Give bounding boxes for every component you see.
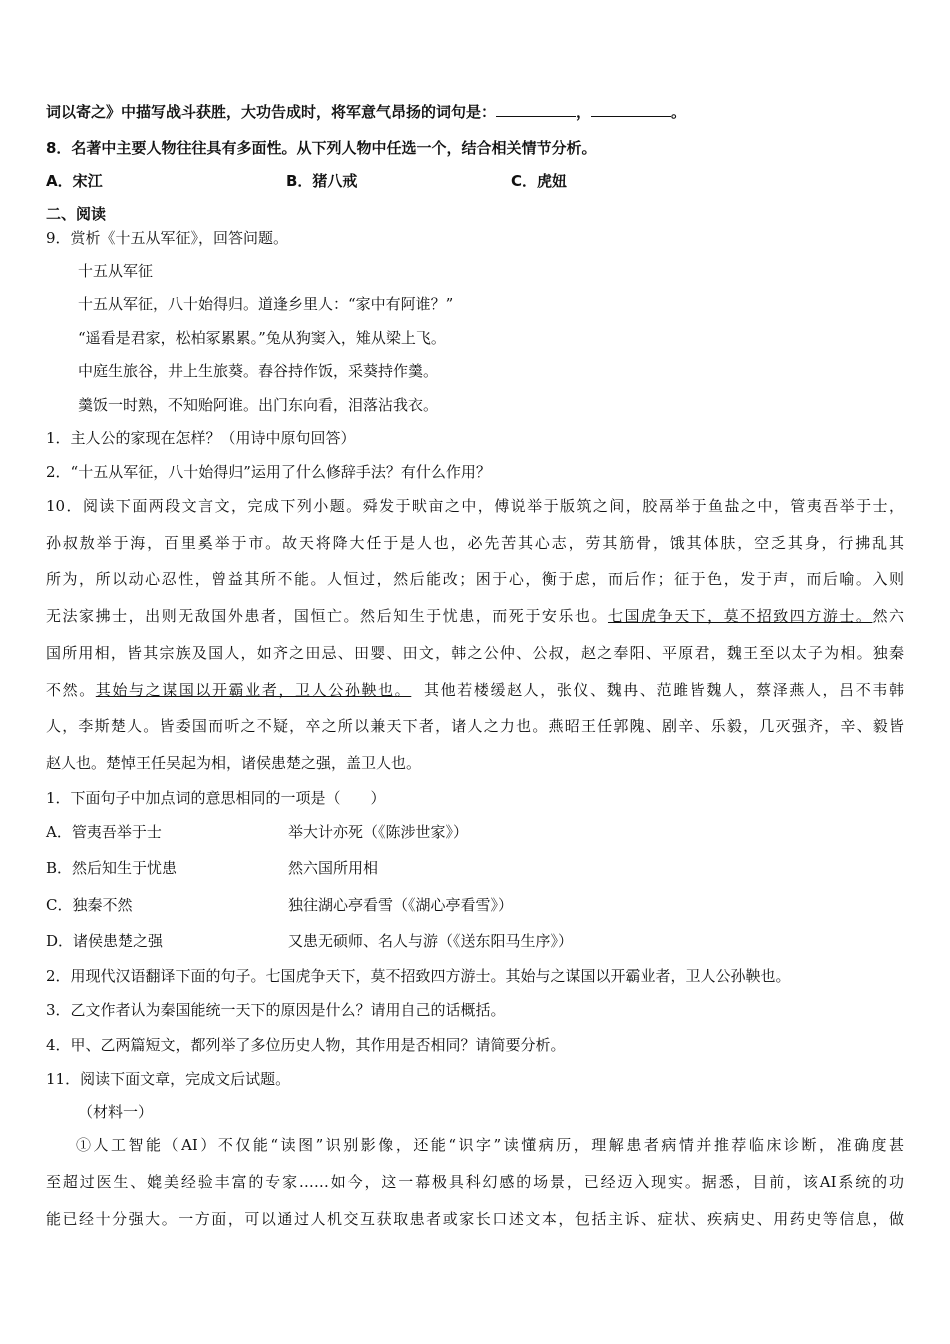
q10-text: 然六 [872, 607, 904, 625]
q10-sub4: 4．甲、乙两篇短文，都列举了多位历史人物，其作用是否相同？请简要分析。 [46, 1036, 566, 1054]
poem-line: “遥看是君家，松柏冢累累。”兔从狗窦入，雉从梁上飞。 [78, 329, 446, 347]
answer-blank-1[interactable] [496, 102, 576, 117]
q10-passage-line: 人，李斯楚人。皆委国而听之不疑，卒之所以兼天下者，诸人之力也。燕昭王任郭隗、剧辛、乐毅，几灭强齐，辛、毅皆 [46, 717, 904, 735]
q10-passage-line: 所为，所以动心忍性，曾益其所不能。人恒过，然后能改；困于心，衡于虑，而后作；征于色，发于声，而后喻。入则 [46, 570, 904, 588]
q9-stem: 9．赏析《十五从军征》，回答问题。 [46, 229, 289, 247]
q10-option-b: B．然后知生于忧患 [46, 859, 178, 877]
poem-line: 中庭生旅谷，井上生旅葵。舂谷持作饭，采葵持作羹。 [78, 362, 439, 380]
q10-sub2: 2．用现代汉语翻译下面的句子。七国虎争天下，莫不招致四方游士。其始与之谋国以开霸业者，卫人公孙鞅也。 [46, 967, 791, 985]
q10-sub1: 1．下面句子中加点词的意思相同的一项是（ ） [46, 789, 386, 807]
q10-sub3: 3．乙文作者认为秦国能统一天下的原因是什么？请用自己的话概括。 [46, 1001, 506, 1019]
q11-paragraph-line [46, 1135, 904, 1155]
q10-underlined-sentence: 其始与之谋国以开霸业者，卫人公孙鞅也。 [95, 681, 412, 699]
q10-option-row [46, 895, 646, 915]
q9-sub2: 2．“十五从军征，八十始得归”运用了什么修辞手法？有什么作用？ [46, 463, 491, 481]
q10-option-a-pair: 举大计亦死（《陈涉世家》） [288, 823, 469, 841]
q7-separator: ， [576, 103, 592, 121]
q10-option-row [46, 822, 646, 842]
q11-paragraph-line: 能已经十分强大。一方面，可以通过人机交互获取患者或家长口述文本，包括主诉、症状、疾病史、用药史等信息，做 [46, 1210, 904, 1228]
answer-blank-2[interactable] [591, 102, 671, 117]
q11-stem: 11．阅读下面文章，完成文后试题。 [46, 1070, 291, 1088]
material-label: （材料一） [78, 1103, 154, 1121]
q10-passage-line [46, 606, 904, 626]
q10-option-d: D．诸侯患楚之强 [46, 932, 164, 950]
q9-sub1: 1．主人公的家现在怎样？（用诗中原句回答） [46, 429, 356, 447]
q8-option-c: C．虎妞 [511, 172, 568, 190]
q10-text: 其他若楼缓赵人，张仪、魏冉、范雎皆魏人，蔡泽燕人，吕不韦韩 [424, 681, 904, 699]
q10-text: 不然。 [46, 681, 96, 699]
q10-option-c-pair: 独往湖心亭看雪（《湖心亭看雪》） [288, 896, 514, 914]
poem-line: 十五从军征，八十始得归。道逢乡里人：“家中有阿谁？” [78, 295, 454, 313]
q10-option-c: C．独秦不然 [46, 896, 133, 914]
q7-tail-line [46, 102, 686, 122]
q7-end: 。 [671, 103, 687, 121]
q10-passage-line: 赵人也。楚悼王任吴起为相，诸侯患楚之强，盖卫人也。 [46, 754, 422, 772]
q11-text: ①人工智能（AI）不仅能“读图”识别影像，还能“识字”读懂病历，理解患者病情并推荐临床诊断，准确度甚 [76, 1136, 904, 1154]
q8-option-b: B．猪八戒 [286, 172, 358, 190]
q10-passage-line [46, 680, 904, 700]
q8-option-a: A．宋江 [46, 172, 103, 190]
q10-option-d-pair: 又患无硕师、名人与游（《送东阳马生序》） [288, 932, 574, 950]
q10-passage-line: 国所用相，皆其宗族及国人，如齐之田忌、田婴、田文，韩之公仲、公叔，赵之奉阳、平原君，魏王至以太子为相。独秦 [46, 644, 904, 662]
q10-text: 无法家拂士，出则无敌国外患者，国恒亡。然后知生于忧患，而死于安乐也。 [46, 607, 608, 625]
q10-option-b-pair: 然六国所用相 [288, 859, 379, 877]
poem-line: 羹饭一时熟，不知贻阿谁。出门东向看，泪落沾我衣。 [78, 396, 439, 414]
q10-option-row [46, 858, 646, 878]
section-heading-reading: 二、阅读 [46, 205, 107, 223]
q8-options [46, 171, 646, 191]
q10-passage-line: 孙叔敖举于海，百里奚举于市。故天将降大任于是人也，必先苦其心志，劳其筋骨，饿其体肤，空乏其身，行拂乱其 [46, 534, 904, 552]
q10-option-a: A．管夷吾举于士 [46, 823, 162, 841]
q10-option-row [46, 931, 646, 951]
q10-passage-line: 10．阅读下面两段文言文，完成下列小题。舜发于畎亩之中，傅说举于版筑之间，胶鬲举于鱼盐之中，管夷吾举于士， [46, 497, 904, 515]
q8-stem: 8．名著中主要人物往往具有多面性。从下列人物中任选一个，结合相关情节分析。 [46, 139, 597, 157]
q7-tail-text: 词以寄之》中描写战斗获胜，大功告成时，将军意气昂扬的词句是： [46, 103, 497, 121]
q11-paragraph-line: 至超过医生、媲美经验丰富的专家……如今，这一幕极具科幻感的场景，已经迈入现实。据悉，目前，该AI系统的功 [46, 1173, 904, 1191]
poem-title: 十五从军征 [78, 262, 154, 280]
q10-underlined-sentence: 七国虎争天下，莫不招致四方游士。 [607, 607, 873, 625]
